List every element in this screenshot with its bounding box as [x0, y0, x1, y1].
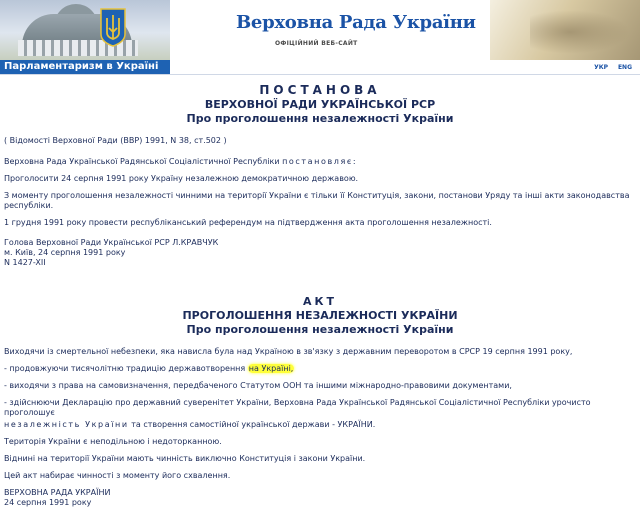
act-heading: АКТ	[302, 295, 337, 308]
resolution-intro: Верховна Рада Української Радянської Соціалістичної Республіки постановляє:	[4, 157, 356, 166]
highlighted-text: на Україні,	[248, 364, 294, 373]
resolution-title	[4, 83, 636, 126]
act-paragraph: Віднині на території України мають чинність виключно Конституція і закони України.	[4, 454, 366, 463]
section-banner[interactable]: Парламентаризм в Україні	[0, 60, 170, 74]
lang-eng-link[interactable]: ENG	[617, 64, 632, 71]
act-paragraph: Виходячи із смертельної небезпеки, яка нависла була над Україною в зв'язку з державним переворотом в СРСР 19 серпня 1991 року,	[4, 347, 573, 356]
site-subtitle: ОФІЦІЙНИЙ ВЕБ-САЙТ	[275, 40, 358, 47]
resolution-subject: Про проголошення незалежності України	[186, 112, 454, 125]
document-content	[0, 83, 640, 508]
resolution-place-date: м. Київ, 24 серпня 1991 року	[4, 248, 126, 257]
site-title[interactable]: Верховна Рада України	[236, 12, 476, 33]
header-decoration-image	[490, 0, 640, 60]
act-date: 24 серпня 1991 року	[4, 498, 92, 507]
act-paragraph: - здійснюючи Декларацію про державний суверенітет України, Верховна Рада Української Радянської Соціалістичної Республіки урочисто проголошує	[4, 398, 591, 417]
trident-icon	[98, 6, 128, 48]
resolution-paragraph: 1 грудня 1991 року провести республіканський референдум на підтвердження акта проголошення незалежності.	[4, 218, 492, 227]
act-title	[4, 295, 636, 337]
site-header	[0, 0, 640, 75]
act-name: ПРОГОЛОШЕННЯ НЕЗАЛЕЖНОСТІ УКРАЇНИ	[182, 309, 458, 322]
act-paragraph: Цей акт набирає чинності з моменту його схвалення.	[4, 471, 231, 480]
act-paragraph: Територія України є неподільною і недоторканною.	[4, 437, 222, 446]
resolution-heading: ПОСТАНОВА	[259, 83, 381, 97]
resolution-paragraph: Проголосити 24 серпня 1991 року Україну незалежною демократичною державою.	[4, 174, 359, 183]
lang-ukr-link[interactable]: УКР	[594, 64, 608, 71]
act-signature: ВЕРХОВНА РАДА УКРАЇНИ	[4, 488, 111, 497]
act-subject: Про проголошення незалежності України	[186, 323, 454, 336]
act-paragraph: незалежність України та створення самостійної української держави - УКРАЇНИ.	[4, 420, 376, 429]
act-paragraph: - продовжуючи тисячолітню традицію державотворення на Україні,	[4, 364, 294, 373]
resolution-number: N 1427-XII	[4, 258, 46, 267]
parliament-building-image	[0, 0, 170, 60]
resolution-authority: ВЕРХОВНОЇ РАДИ УКРАЇНСЬКОЇ РСР	[204, 98, 436, 111]
resolution-signature: Голова Верховної Ради Української РСР Л.КРАВЧУК	[4, 238, 219, 247]
source-reference: ( Відомості Верховної Ради (ВВР) 1991, N 38, ст.502 )	[4, 136, 227, 145]
act-paragraph: - виходячи з права на самовизначення, передбаченого Статутом ООН та іншими міжнародно-правовими документами,	[4, 381, 512, 390]
resolution-paragraph: З моменту проголошення незалежності чинними на території України є тільки її Конституція, закони, постанови Уряду та інші акти законодавства республіки.	[4, 191, 630, 210]
